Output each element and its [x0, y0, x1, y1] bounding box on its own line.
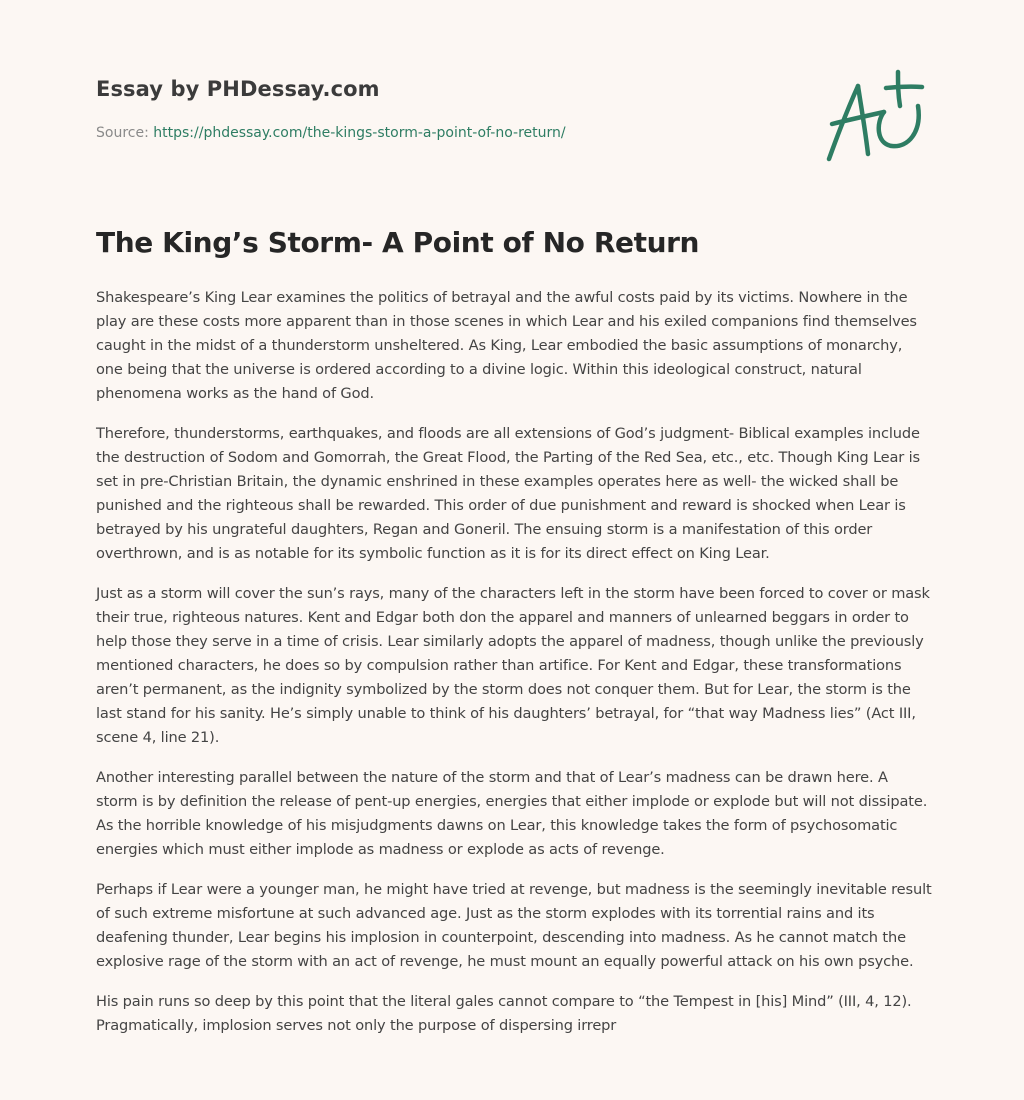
essay-paragraph: His pain runs so deep by this point that the literal gales cannot compare to “the Tempest in [his] Mind” (III, 4, 12). Pragmatically, implosion serves not only the purpose of dispersing irrepr — [96, 993, 912, 1034]
essay-paragraph: Shakespeare’s King Lear examines the politics of betrayal and the awful costs paid by its victims. Nowhere in the play are these costs more apparent than in those scenes in which Lear and his exiled companions find themselves caught in the midst of a thunderstorm unsheltered. As King, Lear embodied the basic assumptions of monarchy, one being that the universe is ordered according to a divine logic. Within this ideological construct, natural phenomena works as the hand of God. — [96, 289, 917, 402]
source-label: Source: — [96, 125, 154, 141]
site-title: Essay by PHDessay.com — [96, 77, 380, 101]
essay-paragraph: Therefore, thunderstorms, earthquakes, and floods are all extensions of God’s judgment- Biblical examples include the destruction of Sodom and Gomorrah, the Great Flood, the Parting of the Red Sea, etc., etc. Though King Lear is set in pre-Christian Britain, the dynamic enshrined in these examples operates here as well- the wicked shall be punished and the righteous shall be rewarded. This order of due punishment and reward is shocked when Lear is betrayed by his ungrateful daughters, Regan and Goneril. The ensuing storm is a manifestation of this order overthrown, and is as notable for its symbolic function as it is for its direct effect on King Lear. — [96, 425, 920, 562]
essay-paragraph: Just as a storm will cover the sun’s rays, many of the characters left in the storm have been forced to cover or mask their true, righteous natures. Kent and Edgar both don the apparel and manners of unlearned beggars in order to help those they serve in a time of crisis. Lear similarly adopts the apparel of madness, though unlike the previously mentioned characters, he does so by compulsion rather than artifice. For Kent and Edgar, these transformations aren’t permanent, as the indignity symbolized by the storm does not conquer them. But for Lear, the storm is the last stand for his sanity. He’s simply unable to think of his daughters’ betrayal, for “that way Madness lies” (Act III, scene 4, line 21). — [96, 585, 930, 746]
essay-body — [96, 286, 932, 1054]
essay-paragraph: Another interesting parallel between the nature of the storm and that of Lear’s madness can be drawn here. A storm is by definition the release of pent-up energies, energies that either implode or explode but will not dissipate. As the horrible knowledge of his misjudgments dawns on Lear, this knowledge takes the form of psychosomatic energies which must either implode as madness or explode as acts of revenge. — [96, 769, 928, 858]
essay-paragraph: Perhaps if Lear were a younger man, he might have tried at revenge, but madness is the seemingly inevitable result of such extreme misfortune at such advanced age. Just as the storm explodes with its torrential rains and its deafening thunder, Lear begins his implosion in counterpoint, descending into madness. As he cannot match the explosive rage of the storm with an act of revenge, he must mount an equally powerful attack on his own psyche. — [96, 881, 932, 970]
source-line — [96, 125, 566, 141]
essay-title: The King’s Storm- A Point of No Return — [96, 226, 700, 259]
a-plus-grade-icon — [818, 66, 930, 166]
source-link[interactable]: https://phdessay.com/the-kings-storm-a-point-of-no-return/ — [153, 125, 566, 141]
